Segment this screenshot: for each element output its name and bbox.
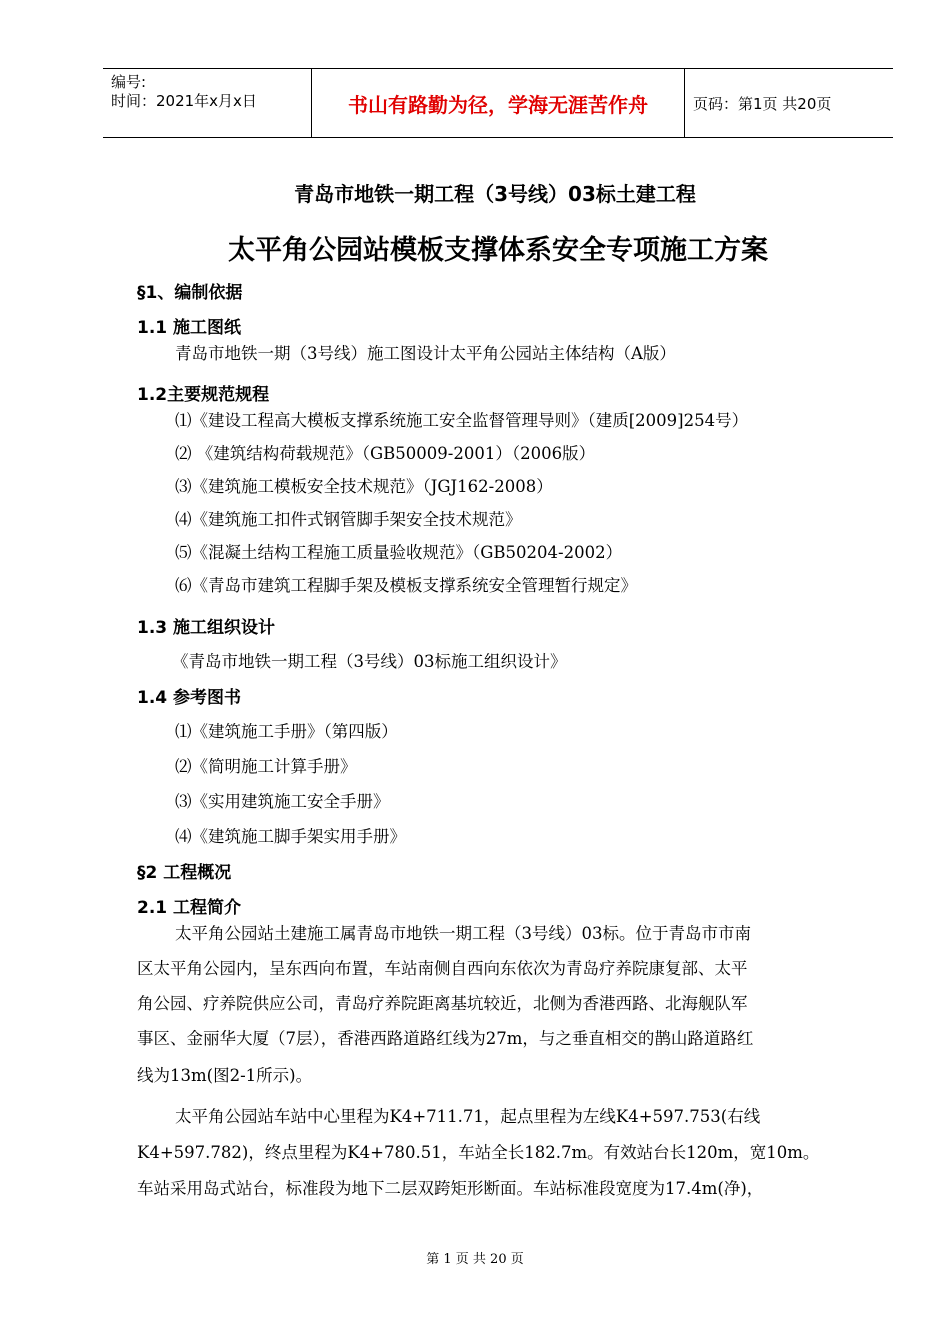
header-page-info: 页码：第1页 共20页 bbox=[693, 94, 832, 113]
paragraph-line: 线为13m(图2-1所示)。 bbox=[137, 1066, 313, 1085]
paragraph: 《青岛市地铁一期工程（3号线）03标施工组织设计》 bbox=[172, 652, 567, 671]
doc-date: 时间：2021年x月x日 bbox=[111, 92, 257, 110]
paragraph-line: 角公园、疗养院供应公司，青岛疗养院距离基坑较近，北侧为香港西路、北海舰队军 bbox=[137, 994, 748, 1013]
page-footer: 第 1 页 共 20 页 bbox=[426, 1252, 524, 1267]
paragraph-line: 区太平角公园内，呈东西向布置，车站南侧自西向东依次为青岛疗养院康复部、太平 bbox=[137, 959, 748, 978]
subsection-heading: 1.3 施工组织设计 bbox=[137, 618, 276, 638]
paragraph-line: 事区、金丽华大厦（7层），香港西路道路红线为27m，与之垂直相交的鹊山路道路红 bbox=[137, 1029, 754, 1048]
subsection-heading: 2.1 工程简介 bbox=[137, 898, 242, 918]
paragraph: 青岛市地铁一期（3号线）施工图设计太平角公园站主体结构（A版） bbox=[175, 344, 676, 363]
header-motto: 书山有路勤为径，学海无涯苦作舟 bbox=[312, 69, 685, 137]
subsection-heading: 1.4 参考图书 bbox=[137, 688, 242, 708]
doc-number: 编号: bbox=[111, 73, 147, 91]
list-item: ⑴《建筑施工手册》（第四版） bbox=[175, 722, 398, 741]
paragraph-line: K4+597.782)，终点里程为K4+780.51，车站全长182.7m。有效站台长120m，宽10m。 bbox=[137, 1143, 820, 1162]
list-item: ⑹《青岛市建筑工程脚手架及模板支撑系统安全管理暂行规定》 bbox=[175, 576, 637, 595]
list-item: ⑶《实用建筑施工安全手册》 bbox=[175, 792, 390, 811]
paragraph-line: 太平角公园站车站中心里程为K4+711.71，起点里程为左线K4+597.753(右线 bbox=[175, 1107, 761, 1126]
section-heading: §1、编制依据 bbox=[137, 283, 243, 303]
list-item: ⑸《混凝土结构工程施工质量验收规范》（GB50204-2002） bbox=[175, 543, 623, 562]
doc-title-project: 青岛市地铁一期工程（3号线）03标土建工程 bbox=[294, 182, 696, 206]
list-item: ⑴《建设工程高大模板支撑系统施工安全监督管理导则》（建质[2009]254号） bbox=[175, 411, 749, 430]
subsection-heading: 1.2主要规范规程 bbox=[137, 385, 270, 405]
paragraph-line: 太平角公园站土建施工属青岛市地铁一期工程（3号线）03标。位于青岛市市南 bbox=[175, 924, 751, 943]
doc-title-main: 太平角公园站模板支撑体系安全专项施工方案 bbox=[228, 235, 768, 266]
list-item: ⑵《简明施工计算手册》 bbox=[175, 757, 357, 776]
list-item: ⑷《建筑施工扣件式钢管脚手架安全技术规范》 bbox=[175, 510, 522, 529]
subsection-heading: 1.1 施工图纸 bbox=[137, 318, 242, 338]
list-item: ⑵ 《建筑结构荷载规范》（GB50009-2001）（2006版） bbox=[175, 444, 596, 463]
section-heading: §2 工程概况 bbox=[137, 863, 232, 883]
page-header bbox=[103, 68, 893, 138]
paragraph-line: 车站采用岛式站台，标准段为地下二层双跨矩形断面。车站标准段宽度为17.4m(净)， bbox=[137, 1179, 764, 1198]
list-item: ⑷《建筑施工脚手架实用手册》 bbox=[175, 827, 406, 846]
list-item: ⑶《建筑施工模板安全技术规范》（JGJ162-2008） bbox=[175, 477, 553, 496]
header-meta bbox=[103, 69, 312, 137]
